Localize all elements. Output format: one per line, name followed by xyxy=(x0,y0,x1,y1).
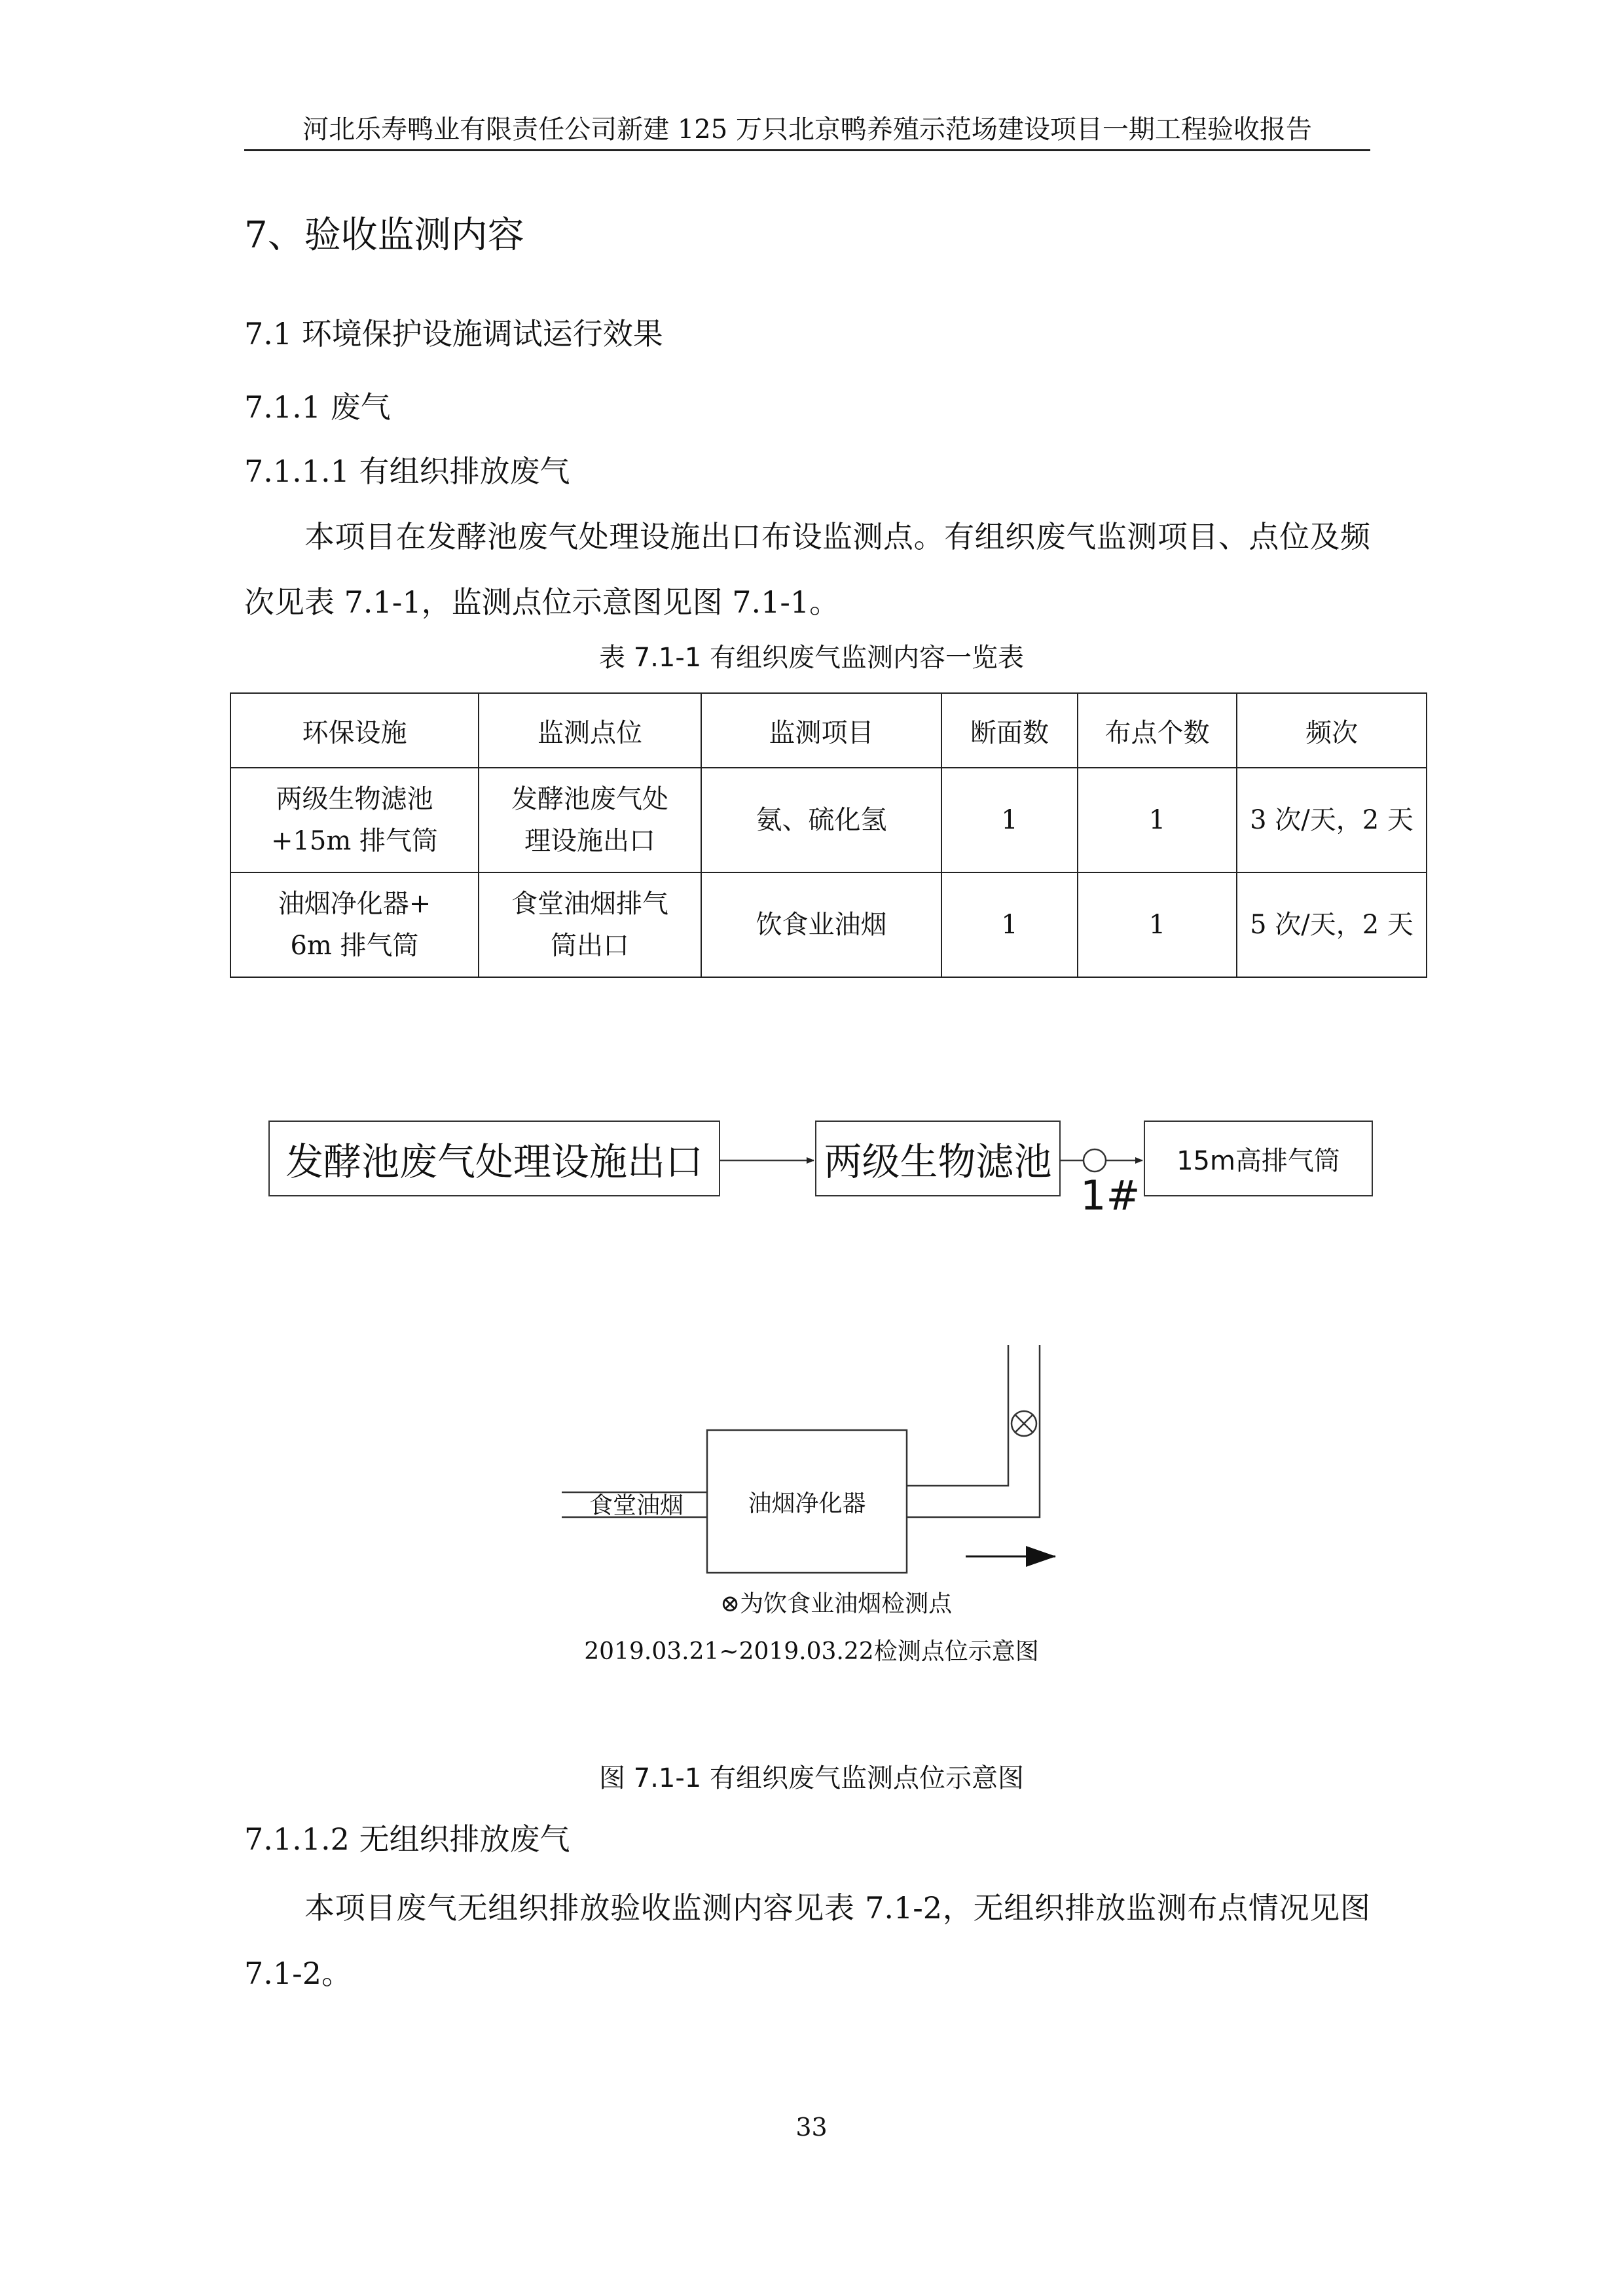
table-cell: 氨、硫化氢 xyxy=(701,768,941,872)
table-cell: 饮食业油烟 xyxy=(701,872,941,977)
table-cell: 1 xyxy=(1078,872,1237,977)
paragraph-organized-exhaust: 本项目在发酵池废气处理设施出口布设监测点。有组织废气监测项目、点位及频次见表 7.1-1，监测点位示意图见图 7.1-1。 xyxy=(244,519,1370,620)
column-header: 断面数 xyxy=(941,693,1078,768)
running-header: 河北乐寿鸭业有限责任公司新建 125 万只北京鸭养殖示范场建设项目一期工程验收报告 xyxy=(302,115,1312,145)
monitoring-point-label: 1# xyxy=(1080,1172,1140,1219)
table-cell: 食堂油烟排气 筒出口 xyxy=(479,872,701,977)
section-title: 7、验收监测内容 xyxy=(244,214,524,257)
paragraph-unorganized-exhaust: 本项目废气无组织排放验收监测内容见表 7.1-2，无组织排放监测布点情况见图 7.1-2。 xyxy=(244,1890,1370,1991)
column-header: 环保设施 xyxy=(230,693,479,768)
legend-text: ⊗为饮食业油烟检测点 xyxy=(720,1590,953,1617)
table-cell: 1 xyxy=(941,872,1078,977)
column-header: 布点个数 xyxy=(1078,693,1237,768)
table-caption: 表 7.1-1 有组织废气监测内容一览表 xyxy=(599,643,1024,673)
table-cell: 1 xyxy=(1078,768,1237,872)
flow-box-stack: 15m高排气筒 xyxy=(1144,1121,1373,1196)
table-cell: 油烟净化器+ 6m 排气筒 xyxy=(230,872,479,977)
column-header: 监测项目 xyxy=(701,693,941,768)
part-title-organized-exhaust: 7.1.1.1 有组织排放废气 xyxy=(244,454,570,489)
subsubsection-title: 7.1.1 废气 xyxy=(244,389,391,425)
fume-monitoring-point-icon xyxy=(1012,1411,1036,1436)
part-title-unorganized-exhaust: 7.1.1.2 无组织排放废气 xyxy=(244,1821,570,1857)
table-cell: 1 xyxy=(941,768,1078,872)
flow-box-fermentation-outlet: 发酵池废气处理设施出口 xyxy=(268,1121,720,1196)
table-cell: 两级生物滤池 +15m 排气筒 xyxy=(230,768,479,872)
kitchen-fume-label: 食堂油烟 xyxy=(589,1492,684,1519)
column-header: 频次 xyxy=(1237,693,1427,768)
figure-caption: 图 7.1-1 有组织废气监测点位示意图 xyxy=(599,1763,1024,1793)
purifier-label: 油烟净化器 xyxy=(748,1490,866,1517)
column-header: 监测点位 xyxy=(479,693,701,768)
subsection-title: 7.1 环境保护设施调试运行效果 xyxy=(244,316,663,351)
table-cell: 发酵池废气处 理设施出口 xyxy=(479,768,701,872)
diagram-date-caption: 2019.03.21~2019.03.22检测点位示意图 xyxy=(584,1638,1039,1665)
table-cell: 5 次/天，2 天 xyxy=(1237,872,1427,977)
duct-outer xyxy=(907,1345,1008,1486)
flow-box-biofilter: 两级生物滤池 xyxy=(815,1121,1061,1196)
page-number: 33 xyxy=(795,2113,828,2142)
monitoring-point-icon xyxy=(1084,1149,1106,1172)
table-cell: 3 次/天，2 天 xyxy=(1237,768,1427,872)
